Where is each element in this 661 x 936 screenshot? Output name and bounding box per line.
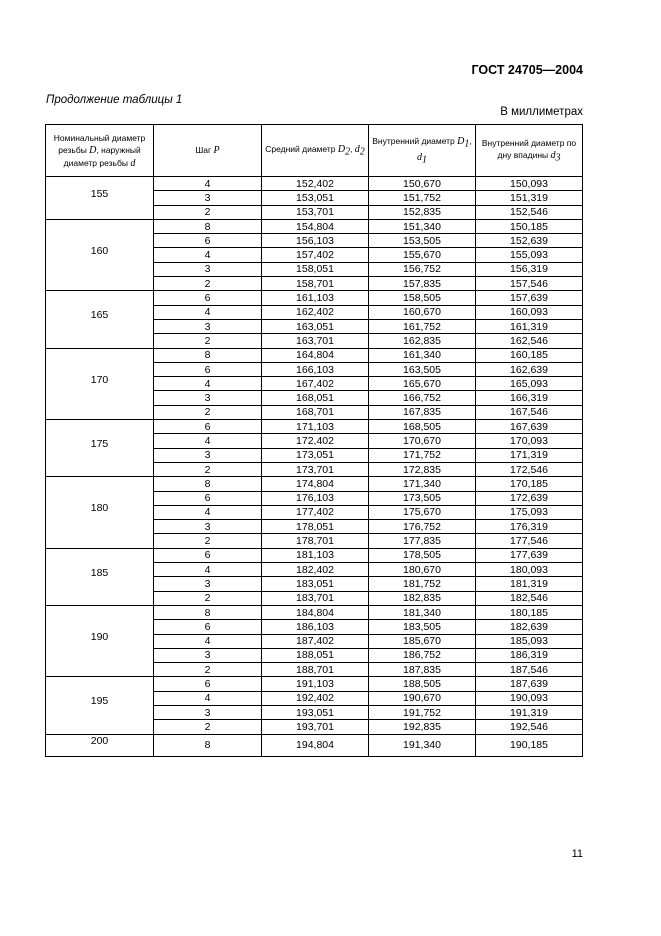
pitch-cell: 6 [154, 677, 262, 691]
root-diameter-cell: 186,319 [476, 648, 583, 662]
minor-diameter-cell: 153,505 [369, 234, 476, 248]
col-root-diameter: Внутренний диаметр по дну впадины $d_3$ [476, 125, 583, 177]
table-row [46, 291, 583, 305]
pitch-diameter-cell: 182,402 [262, 563, 369, 577]
root-diameter-cell: 182,546 [476, 591, 583, 605]
minor-diameter-cell: 186,752 [369, 648, 476, 662]
pitch-cell: 2 [154, 334, 262, 348]
pitch-diameter-cell: 161,103 [262, 291, 369, 305]
table-row [46, 177, 583, 191]
pitch-cell: 3 [154, 191, 262, 205]
nominal-diameter-cell: 170 [46, 348, 154, 419]
minor-diameter-cell: 190,670 [369, 691, 476, 705]
root-diameter-cell: 190,185 [476, 734, 583, 756]
pitch-cell: 2 [154, 205, 262, 219]
pitch-diameter-cell: 164,804 [262, 348, 369, 362]
pitch-cell: 8 [154, 348, 262, 362]
pitch-cell: 4 [154, 563, 262, 577]
pitch-diameter-cell: 167,402 [262, 377, 369, 391]
root-diameter-cell: 180,093 [476, 563, 583, 577]
root-diameter-cell: 156,319 [476, 262, 583, 276]
nominal-diameter-cell: 190 [46, 605, 154, 676]
pitch-cell: 6 [154, 420, 262, 434]
pitch-cell: 3 [154, 262, 262, 276]
root-diameter-cell: 166,319 [476, 391, 583, 405]
minor-diameter-cell: 171,340 [369, 477, 476, 491]
root-diameter-cell: 170,093 [476, 434, 583, 448]
root-diameter-cell: 151,319 [476, 191, 583, 205]
col-nominal-diameter: Номинальный диаметр резьбы D, наружный диаметр резьбы d [46, 125, 154, 177]
minor-diameter-cell: 155,670 [369, 248, 476, 262]
pitch-diameter-cell: 188,051 [262, 648, 369, 662]
minor-diameter-cell: 163,505 [369, 362, 476, 376]
minor-diameter-cell: 161,340 [369, 348, 476, 362]
pitch-cell: 8 [154, 605, 262, 619]
pitch-cell: 4 [154, 248, 262, 262]
pitch-cell: 8 [154, 219, 262, 233]
pitch-diameter-cell: 158,701 [262, 277, 369, 291]
root-diameter-cell: 160,185 [476, 348, 583, 362]
table-row [46, 348, 583, 362]
standard-code: ГОСТ 24705—2004 [471, 63, 583, 77]
pitch-diameter-cell: 153,701 [262, 205, 369, 219]
pitch-diameter-cell: 166,103 [262, 362, 369, 376]
col-pitch-diameter: Средний диаметр $D_2$, $d_2$ [262, 125, 369, 177]
pitch-diameter-cell: 153,051 [262, 191, 369, 205]
pitch-cell: 3 [154, 577, 262, 591]
minor-diameter-cell: 156,752 [369, 262, 476, 276]
root-diameter-cell: 170,185 [476, 477, 583, 491]
root-diameter-cell: 172,546 [476, 462, 583, 476]
root-diameter-cell: 190,093 [476, 691, 583, 705]
root-diameter-cell: 150,093 [476, 177, 583, 191]
pitch-cell: 4 [154, 634, 262, 648]
pitch-cell: 4 [154, 434, 262, 448]
thread-dimensions-table [45, 124, 583, 757]
root-diameter-cell: 181,319 [476, 577, 583, 591]
minor-diameter-cell: 188,505 [369, 677, 476, 691]
root-diameter-cell: 152,639 [476, 234, 583, 248]
pitch-cell: 4 [154, 691, 262, 705]
pitch-cell: 3 [154, 705, 262, 719]
root-diameter-cell: 187,546 [476, 663, 583, 677]
nominal-diameter-cell: 155 [46, 177, 154, 220]
root-diameter-cell: 161,319 [476, 319, 583, 333]
pitch-diameter-cell: 174,804 [262, 477, 369, 491]
root-diameter-cell: 157,639 [476, 291, 583, 305]
minor-diameter-cell: 178,505 [369, 548, 476, 562]
pitch-cell: 3 [154, 319, 262, 333]
pitch-diameter-cell: 163,701 [262, 334, 369, 348]
table-header-row [46, 125, 583, 177]
minor-diameter-cell: 183,505 [369, 620, 476, 634]
pitch-cell: 4 [154, 505, 262, 519]
pitch-cell: 3 [154, 391, 262, 405]
pitch-diameter-cell: 176,103 [262, 491, 369, 505]
root-diameter-cell: 192,546 [476, 720, 583, 734]
col-pitch: Шаг P [154, 125, 262, 177]
root-diameter-cell: 182,639 [476, 620, 583, 634]
pitch-diameter-cell: 171,103 [262, 420, 369, 434]
pitch-cell: 6 [154, 234, 262, 248]
root-diameter-cell: 180,185 [476, 605, 583, 619]
root-diameter-cell: 152,546 [476, 205, 583, 219]
page-number: 11 [571, 848, 583, 860]
pitch-diameter-cell: 194,804 [262, 734, 369, 756]
table-continuation-caption: Продолжение таблицы 1 [46, 94, 183, 106]
pitch-diameter-cell: 163,051 [262, 319, 369, 333]
minor-diameter-cell: 191,340 [369, 734, 476, 756]
pitch-diameter-cell: 192,402 [262, 691, 369, 705]
minor-diameter-cell: 171,752 [369, 448, 476, 462]
table-row [46, 219, 583, 233]
minor-diameter-cell: 175,670 [369, 505, 476, 519]
table-row [46, 420, 583, 434]
pitch-cell: 6 [154, 620, 262, 634]
pitch-cell: 4 [154, 305, 262, 319]
minor-diameter-cell: 160,670 [369, 305, 476, 319]
minor-diameter-cell: 192,835 [369, 720, 476, 734]
minor-diameter-cell: 150,670 [369, 177, 476, 191]
pitch-diameter-cell: 158,051 [262, 262, 369, 276]
table-row [46, 548, 583, 562]
root-diameter-cell: 185,093 [476, 634, 583, 648]
pitch-diameter-cell: 191,103 [262, 677, 369, 691]
table-row [46, 477, 583, 491]
root-diameter-cell: 171,319 [476, 448, 583, 462]
pitch-cell: 6 [154, 291, 262, 305]
pitch-cell: 2 [154, 591, 262, 605]
table-row [46, 734, 583, 756]
minor-diameter-cell: 185,670 [369, 634, 476, 648]
pitch-diameter-cell: 173,051 [262, 448, 369, 462]
pitch-diameter-cell: 193,701 [262, 720, 369, 734]
pitch-diameter-cell: 157,402 [262, 248, 369, 262]
pitch-diameter-cell: 183,701 [262, 591, 369, 605]
root-diameter-cell: 160,093 [476, 305, 583, 319]
minor-diameter-cell: 158,505 [369, 291, 476, 305]
pitch-diameter-cell: 186,103 [262, 620, 369, 634]
root-diameter-cell: 187,639 [476, 677, 583, 691]
pitch-diameter-cell: 184,804 [262, 605, 369, 619]
minor-diameter-cell: 181,340 [369, 605, 476, 619]
pitch-cell: 4 [154, 377, 262, 391]
pitch-cell: 8 [154, 477, 262, 491]
pitch-diameter-cell: 178,701 [262, 534, 369, 548]
pitch-diameter-cell: 162,402 [262, 305, 369, 319]
root-diameter-cell: 155,093 [476, 248, 583, 262]
root-diameter-cell: 167,639 [476, 420, 583, 434]
root-diameter-cell: 150,185 [476, 219, 583, 233]
pitch-diameter-cell: 187,402 [262, 634, 369, 648]
nominal-diameter-cell: 180 [46, 477, 154, 548]
pitch-diameter-cell: 154,804 [262, 219, 369, 233]
root-diameter-cell: 191,319 [476, 705, 583, 719]
root-diameter-cell: 165,093 [476, 377, 583, 391]
pitch-diameter-cell: 168,051 [262, 391, 369, 405]
pitch-cell: 2 [154, 720, 262, 734]
root-diameter-cell: 172,639 [476, 491, 583, 505]
nominal-diameter-cell: 195 [46, 677, 154, 734]
minor-diameter-cell: 162,835 [369, 334, 476, 348]
minor-diameter-cell: 166,752 [369, 391, 476, 405]
minor-diameter-cell: 177,835 [369, 534, 476, 548]
pitch-cell: 6 [154, 548, 262, 562]
pitch-diameter-cell: 193,051 [262, 705, 369, 719]
minor-diameter-cell: 168,505 [369, 420, 476, 434]
pitch-diameter-cell: 188,701 [262, 663, 369, 677]
pitch-cell: 3 [154, 448, 262, 462]
pitch-cell: 2 [154, 663, 262, 677]
pitch-cell: 2 [154, 405, 262, 419]
pitch-cell: 4 [154, 177, 262, 191]
minor-diameter-cell: 151,340 [369, 219, 476, 233]
pitch-diameter-cell: 183,051 [262, 577, 369, 591]
nominal-diameter-cell: 185 [46, 548, 154, 605]
minor-diameter-cell: 172,835 [369, 462, 476, 476]
minor-diameter-cell: 173,505 [369, 491, 476, 505]
units-note: В миллиметрах [500, 106, 583, 118]
table-row [46, 605, 583, 619]
pitch-cell: 2 [154, 462, 262, 476]
root-diameter-cell: 167,546 [476, 405, 583, 419]
minor-diameter-cell: 151,752 [369, 191, 476, 205]
root-diameter-cell: 176,319 [476, 520, 583, 534]
table-row [46, 677, 583, 691]
minor-diameter-cell: 167,835 [369, 405, 476, 419]
root-diameter-cell: 162,639 [476, 362, 583, 376]
minor-diameter-cell: 181,752 [369, 577, 476, 591]
minor-diameter-cell: 191,752 [369, 705, 476, 719]
nominal-diameter-cell: 175 [46, 420, 154, 477]
minor-diameter-cell: 170,670 [369, 434, 476, 448]
root-diameter-cell: 157,546 [476, 277, 583, 291]
nominal-diameter-cell: 160 [46, 219, 154, 290]
pitch-diameter-cell: 177,402 [262, 505, 369, 519]
pitch-diameter-cell: 173,701 [262, 462, 369, 476]
minor-diameter-cell: 161,752 [369, 319, 476, 333]
minor-diameter-cell: 176,752 [369, 520, 476, 534]
nominal-diameter-cell: 165 [46, 291, 154, 348]
pitch-cell: 8 [154, 734, 262, 756]
minor-diameter-cell: 152,835 [369, 205, 476, 219]
pitch-diameter-cell: 181,103 [262, 548, 369, 562]
pitch-diameter-cell: 156,103 [262, 234, 369, 248]
pitch-diameter-cell: 152,402 [262, 177, 369, 191]
minor-diameter-cell: 182,835 [369, 591, 476, 605]
pitch-cell: 6 [154, 491, 262, 505]
root-diameter-cell: 177,639 [476, 548, 583, 562]
pitch-diameter-cell: 178,051 [262, 520, 369, 534]
minor-diameter-cell: 165,670 [369, 377, 476, 391]
pitch-cell: 3 [154, 520, 262, 534]
pitch-diameter-cell: 172,402 [262, 434, 369, 448]
pitch-diameter-cell: 168,701 [262, 405, 369, 419]
nominal-diameter-cell: 200 [46, 734, 154, 756]
root-diameter-cell: 175,093 [476, 505, 583, 519]
minor-diameter-cell: 157,835 [369, 277, 476, 291]
pitch-cell: 3 [154, 648, 262, 662]
root-diameter-cell: 162,546 [476, 334, 583, 348]
col-minor-diameter: Внутренний диаметр $D_1$, $d_1$ [369, 125, 476, 177]
pitch-cell: 2 [154, 277, 262, 291]
root-diameter-cell: 177,546 [476, 534, 583, 548]
pitch-cell: 6 [154, 362, 262, 376]
minor-diameter-cell: 180,670 [369, 563, 476, 577]
minor-diameter-cell: 187,835 [369, 663, 476, 677]
pitch-cell: 2 [154, 534, 262, 548]
